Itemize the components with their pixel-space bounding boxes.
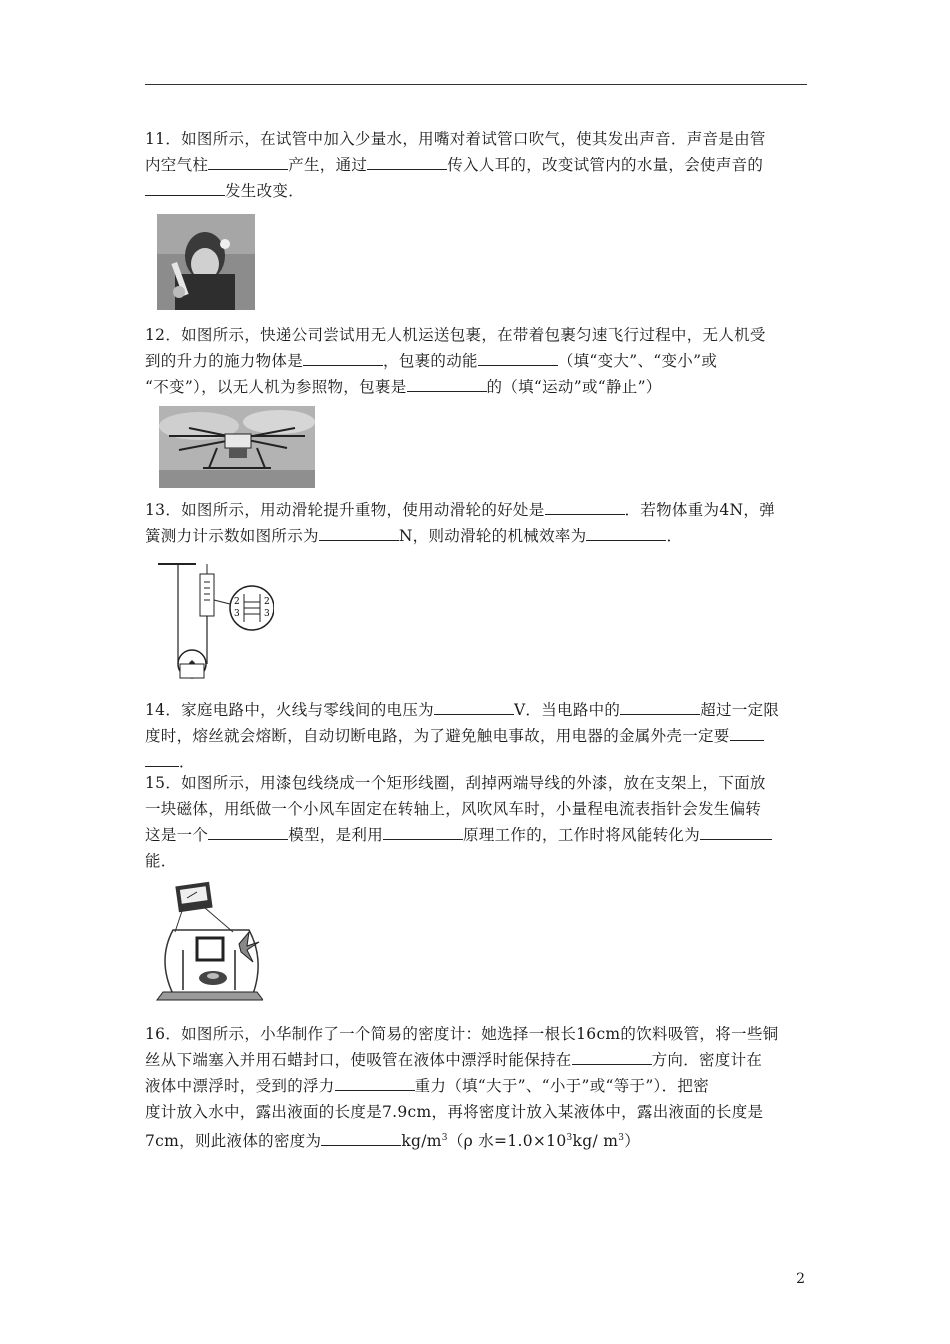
answer-blank[interactable] (145, 752, 179, 767)
question-11 (145, 126, 807, 204)
answer-blank[interactable] (700, 825, 772, 840)
question-13 (145, 497, 807, 549)
question-12 (145, 322, 807, 400)
q16-line1: 16．如图所示，小华制作了一个简易的密度计：她选择一根长16cm的饮料吸管，将一些铜 (145, 1025, 779, 1043)
q15-line1: 15．如图所示，用漆包线绕成一个矩形线圈，刮掉两端导线的外漆，放在支架上，下面放 (145, 774, 766, 792)
answer-blank[interactable] (545, 500, 625, 515)
answer-blank[interactable] (208, 825, 288, 840)
answer-blank[interactable] (383, 825, 463, 840)
q11-line1: 11．如图所示，在试管中加入少量水，用嘴对着试管口吹气，使其发出声音．声音是由管 (145, 130, 766, 148)
q14-line3: ． (145, 749, 807, 775)
q15-line4: 能． (145, 852, 177, 870)
figure-child-blowing-test-tube (157, 214, 255, 310)
q12-line2: 到的升力的施力物体是 ，包裹的动能 （填“变大”、“变小”或 (145, 352, 718, 370)
q13-line2: 簧测力计示数如图所示为 N，则动滑轮的机械效率为 ． (145, 527, 683, 545)
question-16 (145, 1021, 807, 1154)
answer-blank[interactable] (586, 526, 666, 541)
answer-blank[interactable] (208, 155, 288, 170)
answer-blank[interactable] (335, 1076, 415, 1091)
answer-blank[interactable] (478, 351, 558, 366)
scale-tick-label: 3 (234, 609, 240, 619)
q12-line1: 12．如图所示，快递公司尝试用无人机运送包裹，在带着包裹匀速飞行过程中，无人机受 (145, 326, 766, 344)
q11-line2: 内空气柱 产生，通过 传入人耳的，改变试管内的水量，会使声音的 (145, 156, 764, 174)
q12-line3: “不变”），以无人机为参照物，包裹是 的（填“运动”或“静止”） (145, 378, 662, 396)
q15-line2: 一块磁体，用纸做一个小风车固定在转轴上，风吹风车时，小量程电流表指针会发生偏转 (145, 800, 762, 818)
q13-line1: 13．如图所示，用动滑轮提升重物，使用动滑轮的好处是 ．若物体重为4N，弹 (145, 501, 775, 519)
figure-movable-pulley-spring-scale (156, 560, 274, 682)
scale-tick-label: 2 (264, 597, 270, 607)
answer-blank[interactable] (321, 1131, 401, 1146)
answer-blank[interactable] (407, 377, 487, 392)
scale-tick-label: 3 (264, 609, 270, 619)
question-14 (145, 697, 807, 775)
answer-blank[interactable] (572, 1050, 652, 1065)
q14-line2: 度时，熔丝就会熔断，自动切断电路，为了避免触电事故，用电器的金属外壳一定要 (145, 723, 807, 749)
q16-line3: 液体中漂浮时，受到的浮力 重力（填“大于”、“小于”或“等于”）．把密 (145, 1077, 710, 1095)
q11-line3: 发生改变． (145, 178, 807, 204)
q16-line5: 7cm，则此液体的密度为 $kg/m^3(\rho$ 水$=1.0\times 10^3kg/$ $m^3$） (145, 1132, 641, 1151)
answer-blank[interactable] (303, 351, 383, 366)
answer-blank[interactable] (319, 526, 399, 541)
answer-blank[interactable] (367, 155, 447, 170)
figure-wind-generator-model (153, 880, 263, 1004)
question-15 (145, 770, 807, 874)
q15-line3: 这是一个 模型，是利用 原理工作的，工作时将风能转化为 (145, 822, 807, 848)
answer-blank[interactable] (730, 726, 764, 741)
answer-blank[interactable] (145, 181, 225, 196)
answer-blank[interactable] (620, 700, 700, 715)
q16-line2: 丝从下端塞入并用石蜡封口，使吸管在液体中漂浮时能保持在 方向．密度计在 (145, 1051, 763, 1069)
page-number: 2 (796, 1271, 805, 1287)
figure-drone-with-package (159, 406, 315, 488)
q14-line1: 14．家庭电路中，火线与零线间的电压为 V．当电路中的 超过一定限 (145, 701, 780, 719)
answer-blank[interactable] (434, 700, 514, 715)
scale-tick-label: 2 (234, 597, 240, 607)
header-rule (145, 84, 807, 85)
q16-line4: 度计放入水中，露出液面的长度是7.9cm，再将密度计放入某液体中，露出液面的长度是 (145, 1103, 764, 1121)
